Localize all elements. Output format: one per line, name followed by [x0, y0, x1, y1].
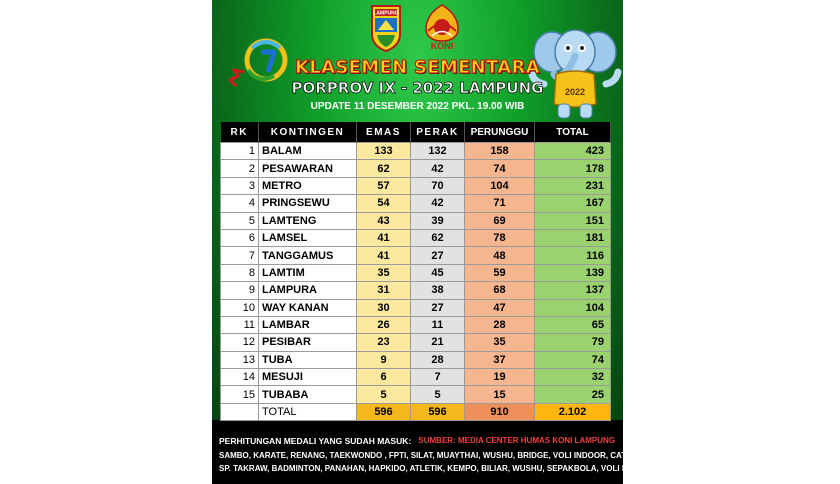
emas-cell: 54 [357, 195, 411, 212]
kontingen-cell: PESIBAR [259, 334, 357, 351]
rank-cell: 10 [221, 299, 259, 316]
perunggu-cell: 69 [465, 212, 535, 229]
rank-cell: 8 [221, 264, 259, 281]
emas-cell: 5 [357, 386, 411, 403]
kontingen-cell: PRINGSEWU [259, 195, 357, 212]
kontingen-cell: LAMSEL [259, 229, 357, 246]
standings-table [220, 122, 611, 421]
table-row [221, 299, 611, 316]
source-credit: SUMBER: MEDIA CENTER HUMAS KONI LAMPUNG [418, 436, 615, 445]
mascot-badge-text: 2022 [564, 87, 586, 97]
perak-cell: 5 [411, 386, 465, 403]
emas-cell: 30 [357, 299, 411, 316]
table-row [221, 369, 611, 386]
total-cell: 167 [535, 195, 611, 212]
perunggu-cell: 158 [465, 143, 535, 160]
rank-cell: 5 [221, 212, 259, 229]
perunggu-cell: 15 [465, 386, 535, 403]
total-cell: 423 [535, 143, 611, 160]
table-row [221, 212, 611, 229]
totals-row [221, 403, 611, 420]
perak-cell: 62 [411, 229, 465, 246]
kontingen-cell: WAY KANAN [259, 299, 357, 316]
kontingen-cell: LAMTENG [259, 212, 357, 229]
page-title: KLASEMEN SEMENTARA [295, 57, 540, 78]
total-cell: 79 [535, 334, 611, 351]
standings-poster [212, 0, 685, 484]
table-row [221, 177, 611, 194]
table-body [221, 143, 611, 404]
sports-list-line-2: SP. TAKRAW, BADMINTON, PANAHAN, HAPKIDO, ATLETIK, KEMPO, BILIAR, WUSHU, SEPAKBOLA, VOLI PASIR, BASKET. [219, 464, 685, 473]
emas-cell: 43 [357, 212, 411, 229]
perunggu-cell: 28 [465, 316, 535, 333]
page-subtitle: PORPROV IX - 2022 LAMPUNG [291, 79, 544, 97]
total-cell: 181 [535, 229, 611, 246]
rank-cell: 14 [221, 369, 259, 386]
perak-cell: 132 [411, 143, 465, 160]
emas-cell: 23 [357, 334, 411, 351]
rank-cell: 3 [221, 177, 259, 194]
perak-cell: 45 [411, 264, 465, 281]
perak-cell: 38 [411, 282, 465, 299]
header-perak: PERAK [411, 122, 465, 143]
header-emas: EMAS [357, 122, 411, 143]
lampung-emblem-icon [369, 4, 403, 52]
kontingen-cell: MESUJI [259, 369, 357, 386]
perunggu-cell: 78 [465, 229, 535, 246]
kontingen-cell: METRO [259, 177, 357, 194]
total-cell: 65 [535, 316, 611, 333]
kontingen-cell: LAMPURA [259, 282, 357, 299]
totals-total: 2.102 [535, 403, 611, 420]
kontingen-cell: BALAM [259, 143, 357, 160]
perunggu-cell: 19 [465, 369, 535, 386]
perak-cell: 42 [411, 195, 465, 212]
total-cell: 151 [535, 212, 611, 229]
medal-count-heading: PERHITUNGAN MEDALI YANG SUDAH MASUK: [219, 436, 412, 446]
perunggu-cell: 35 [465, 334, 535, 351]
update-timestamp: UPDATE 11 DESEMBER 2022 PKL. 19.00 WIB [310, 101, 525, 112]
perunggu-cell: 71 [465, 195, 535, 212]
perunggu-cell: 59 [465, 264, 535, 281]
kontingen-cell: PESAWARAN [259, 160, 357, 177]
perunggu-cell: 74 [465, 160, 535, 177]
rank-cell: 7 [221, 247, 259, 264]
perunggu-cell: 68 [465, 282, 535, 299]
lampung-logo-text: LAMPUNG [373, 10, 399, 17]
perak-cell: 7 [411, 369, 465, 386]
rank-cell: 4 [221, 195, 259, 212]
table-row [221, 282, 611, 299]
total-cell: 139 [535, 264, 611, 281]
total-cell: 137 [535, 282, 611, 299]
kontingen-cell: LAMTIM [259, 264, 357, 281]
emas-cell: 41 [357, 229, 411, 246]
perunggu-cell: 47 [465, 299, 535, 316]
table-row [221, 316, 611, 333]
emas-cell: 62 [357, 160, 411, 177]
rank-cell: 13 [221, 351, 259, 368]
table-row [221, 229, 611, 246]
rank-cell: 9 [221, 282, 259, 299]
table-row [221, 247, 611, 264]
emas-cell: 31 [357, 282, 411, 299]
rank-cell: 6 [221, 229, 259, 246]
table-row [221, 386, 611, 403]
total-cell: 74 [535, 351, 611, 368]
perak-cell: 39 [411, 212, 465, 229]
perak-cell: 27 [411, 247, 465, 264]
rank-cell: 1 [221, 143, 259, 160]
emas-cell: 9 [357, 351, 411, 368]
perak-cell: 21 [411, 334, 465, 351]
kontingen-cell: TUBABA [259, 386, 357, 403]
perak-cell: 11 [411, 316, 465, 333]
emas-cell: 41 [357, 247, 411, 264]
sports-list-line-1: SAMBO, KARATE, RENANG, TAEKWONDO , FPTI, SILAT, MUAYTHAI, WUSHU, BRIDGE, VOLI INDOOR, CATUR, SEPEDA, [219, 451, 678, 460]
perunggu-cell: 48 [465, 247, 535, 264]
emas-cell: 26 [357, 316, 411, 333]
koni-label: KONI [430, 41, 454, 51]
emas-cell: 6 [357, 369, 411, 386]
perunggu-cell: 104 [465, 177, 535, 194]
totals-emas: 596 [357, 403, 411, 420]
total-cell: 116 [535, 247, 611, 264]
emas-cell: 57 [357, 177, 411, 194]
totals-perunggu: 910 [465, 403, 535, 420]
total-cell: 178 [535, 160, 611, 177]
kontingen-cell: TANGGAMUS [259, 247, 357, 264]
emas-cell: 35 [357, 264, 411, 281]
total-cell: 25 [535, 386, 611, 403]
header-kontingen: KONTINGEN [259, 122, 357, 143]
rank-cell: 11 [221, 316, 259, 333]
table-row [221, 334, 611, 351]
kontingen-cell: LAMBAR [259, 316, 357, 333]
perunggu-cell: 37 [465, 351, 535, 368]
table-header-row [221, 122, 611, 143]
perak-cell: 27 [411, 299, 465, 316]
perak-cell: 42 [411, 160, 465, 177]
kontingen-cell: TUBA [259, 351, 357, 368]
perak-cell: 70 [411, 177, 465, 194]
header-total: TOTAL [535, 122, 611, 143]
header-perunggu: PERUNGGU [465, 122, 535, 143]
table-row [221, 195, 611, 212]
perak-cell: 28 [411, 351, 465, 368]
totals-rk-cell [221, 403, 259, 420]
total-cell: 104 [535, 299, 611, 316]
total-cell: 231 [535, 177, 611, 194]
rank-cell: 15 [221, 386, 259, 403]
table-row [221, 351, 611, 368]
table-row [221, 264, 611, 281]
total-cell: 32 [535, 369, 611, 386]
rank-cell: 2 [221, 160, 259, 177]
header-rk: RK [221, 122, 259, 143]
emas-cell: 133 [357, 143, 411, 160]
table-row [221, 160, 611, 177]
table-row [221, 143, 611, 160]
rank-cell: 12 [221, 334, 259, 351]
totals-label: TOTAL [259, 403, 357, 420]
totals-perak: 596 [411, 403, 465, 420]
